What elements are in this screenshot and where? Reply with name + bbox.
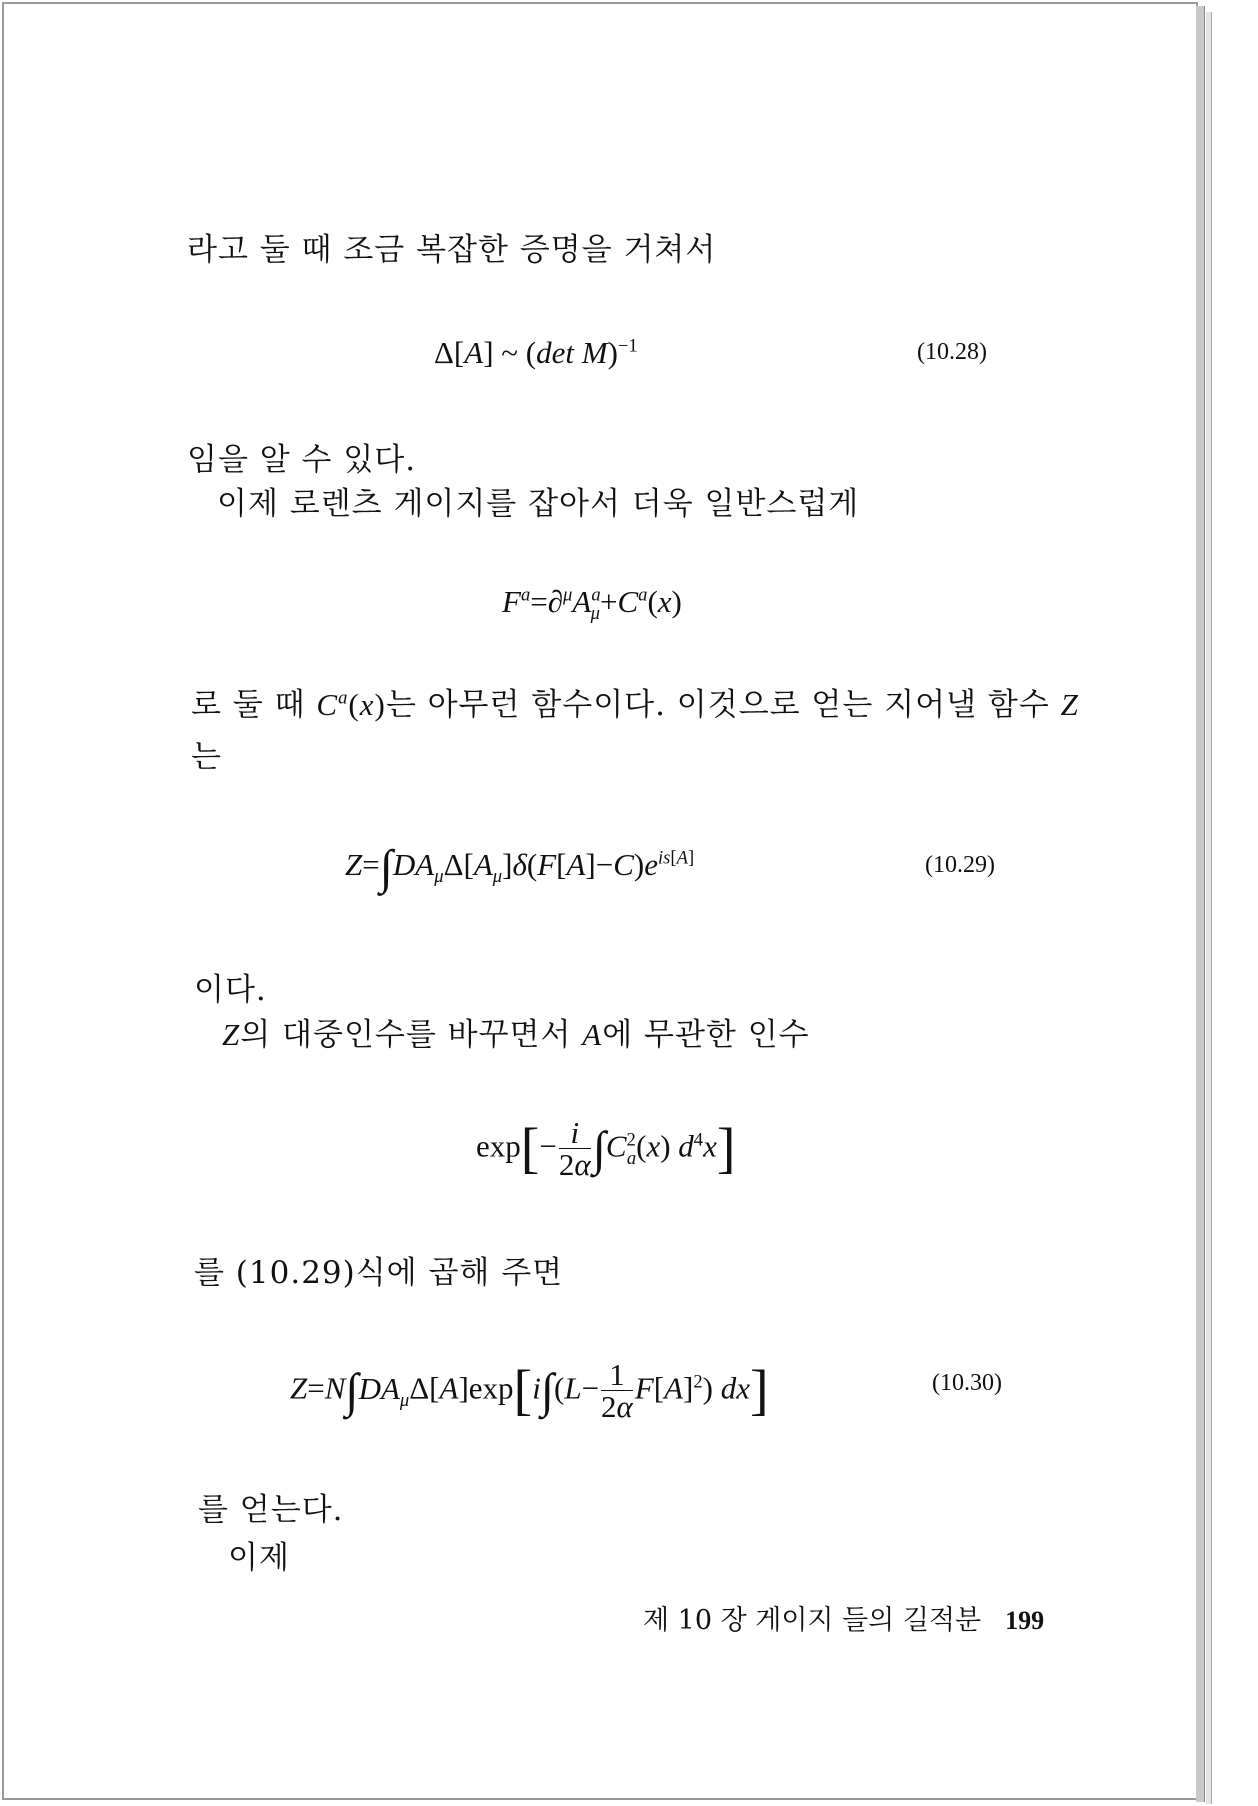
page-edge-back bbox=[1206, 12, 1212, 1804]
text-line-5: 이다. bbox=[194, 972, 267, 1008]
text-line-2: 임을 알 수 있다. bbox=[187, 442, 417, 478]
text-line-4b: 는 아무런 함수이다. 이것으로 얻는 지어낼 함수 bbox=[385, 687, 1050, 723]
text-line-6b: 에 무관한 인수 bbox=[602, 1017, 810, 1053]
equation-exp-factor: exp[− $\frac{i}{2\alpha}$ $\int C^2_a(x)$ $d^4x$] bbox=[476, 1115, 736, 1182]
equation-number-10-29: (10.29) bbox=[925, 852, 995, 878]
book-page bbox=[2, 2, 1198, 1800]
chapter-title: 제 10 장 게이지 들의 길적분 bbox=[643, 1605, 982, 1636]
text-line-4: 로 둘 때 $C^a(x)$는 아무런 함수이다. 이것으로 얻는 지어낼 함수 Z bbox=[191, 687, 1079, 723]
page-edge bbox=[1196, 6, 1205, 1802]
page-number: 199 bbox=[1005, 1606, 1045, 1635]
text-line-9: 이제 bbox=[228, 1540, 290, 1576]
text-line-8: 를 얻는다. bbox=[198, 1492, 344, 1528]
equation-number-10-30: (10.30) bbox=[932, 1370, 1002, 1396]
equation-10-28: Δ[A] ~ (det M)$^{-1}$ bbox=[434, 335, 638, 370]
equation-10-30: $Z=N\int DA_\mu\Delta[A]\exp[i\int(L-$ $\frac{1}{2\alpha}$ $F[A]^2$) dx] bbox=[290, 1357, 769, 1424]
text-line-6a: 의 대중인수를 바꾸면서 bbox=[240, 1017, 572, 1053]
equation-gauge-condition: $F^a=\partial^\mu A^a_\mu+C^a(x)$ bbox=[502, 584, 682, 625]
text-line-6: Z의 대중인수를 바꾸면서 A에 무관한 인수 bbox=[222, 1017, 810, 1053]
text-line-4c: 는 bbox=[191, 739, 222, 775]
text-line-1: 라고 둘 때 조금 복잡한 증명을 거쳐서 bbox=[187, 232, 717, 268]
page-footer bbox=[643, 1604, 1044, 1638]
text-line-7: 를 (10.29)식에 곱해 주면 bbox=[194, 1255, 564, 1291]
text-line-4a: 로 둘 때 bbox=[191, 687, 306, 723]
equation-10-29: $Z=\int DA_\mu\Delta[A_\mu]\delta(F[A]-C)e^{is[A]}$ bbox=[345, 841, 695, 894]
equation-number-10-28: (10.28) bbox=[917, 339, 987, 365]
text-line-3: 이제 로렌츠 게이지를 잡아서 더욱 일반스럽게 bbox=[217, 486, 860, 522]
